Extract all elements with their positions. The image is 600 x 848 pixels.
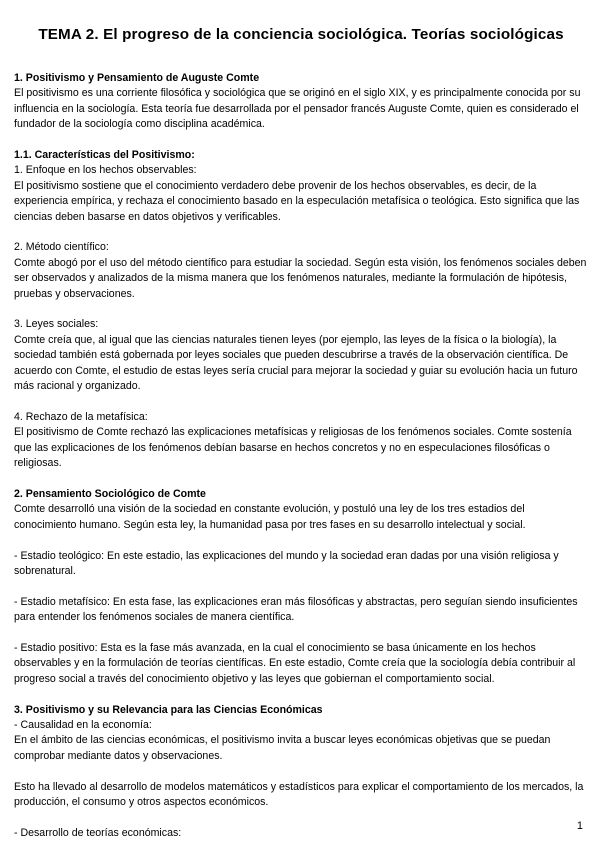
item-3-title: 3. Leyes sociales: [14,318,99,331]
stage-positive: - Estadio positivo: Esta es la fase más avanzada, en la cual el conocimiento se basa únicamente en los hechos observables y en la formulación de teorías científicas. En este estadio, Comte creía que la sociología debía contribuir al progreso social a través del conocimiento objetivo y las leyes que gobiernan el comportamiento social. [14,641,576,685]
subsection-theories-title: - Desarrollo de teorías económicas: [14,826,182,839]
item-4-title: 4. Rechazo de la metafísica: [14,410,148,423]
section-2-paragraph: Comte desarrolló una visión de la sociedad en constante evolución, y postuló una ley de los tres estadios del conocimiento humano. Según esta ley, la humanidad pasa por tres fases en su desarrollo intelectual y social. [14,503,526,531]
item-2-title: 2. Método científico: [14,241,109,254]
subsection-causality-title: - Causalidad en la economía: [14,718,152,731]
section-1-paragraph: El positivismo es una corriente filosófica y sociológica que se originó en el siglo XIX, y es principalmente conocida por su influencia en la sociología. Esta teoría fue desarrollada por el pensador francés Auguste Comte, quien es considerado el fundador de la sociología como disciplina académica. [14,87,581,131]
section-1-1-heading: 1.1. Características del Positivismo: [14,149,195,162]
stage-theological: - Estadio teológico: En este estadio, las explicaciones del mundo y la sociedad eran dadas por una visión religiosa y sobrenatural. [14,549,559,577]
subsection-causality-paragraph: En el ámbito de las ciencias económicas, el positivismo invita a buscar leyes económicas objetivas que se puedan comprobar mediante datos y observaciones. [14,734,551,762]
subsection-causality-paragraph-2: Esto ha llevado al desarrollo de modelos matemáticos y estadísticos para explicar el comportamiento de los mercados, la producción, el consumo y otros aspectos económicos. [14,780,584,808]
document-page [14,26,588,841]
page-number: 1 [576,820,583,832]
section-1-heading: 1. Positivismo y Pensamiento de Auguste Comte [14,72,260,84]
item-4-paragraph: El positivismo de Comte rechazó las explicaciones metafísicas y religiosas de los fenómenos sociales. Comte sostenía que las explicaciones de los fenómenos debían basarse en hechos concretos y no en especulaciones filosóficas o religiosas. [14,426,572,470]
document-title: TEMA 2. El progreso de la conciencia sociológica. Teorías sociológicas [38,26,564,43]
item-3-paragraph: Comte creía que, al igual que las ciencias naturales tienen leyes (por ejemplo, las leyes de la física o la biología), la sociedad también está gobernada por leyes sociales que pueden descubrirse a través de la observación científica. De acuerdo con Comte, el estudio de estas leyes sería crucial para mejorar la sociedad y guiar su evolución hacia un futuro más racional y organizado. [14,333,578,393]
item-1-paragraph: El positivismo sostiene que el conocimiento verdadero debe provenir de los hechos observables, es decir, de la experiencia empírica, y rechaza el conocimiento basado en la especulación metafísica o teológica. Esto significa que las ciencias deben basarse en datos objetivos y verificables. [14,179,580,223]
item-2-paragraph: Comte abogó por el uso del método científico para estudiar la sociedad. Según esta visión, los fenómenos sociales deben ser observados y analizados de la misma manera que los fenómenos naturales, mediante la formulación de hipótesis, pruebas y observaciones. [14,256,587,300]
section-3-heading: 3. Positivismo y su Relevancia para las Ciencias Económicas [14,703,323,716]
stage-metaphysical: - Estadio metafísico: En esta fase, las explicaciones eran más filosóficas y abstractas, pero seguían siendo insuficientes para entender los fenómenos sociales de manera científica. [14,595,578,624]
section-2-heading: 2. Pensamiento Sociológico de Comte [14,487,206,500]
item-1-title: 1. Enfoque en los hechos observables: [14,164,197,177]
